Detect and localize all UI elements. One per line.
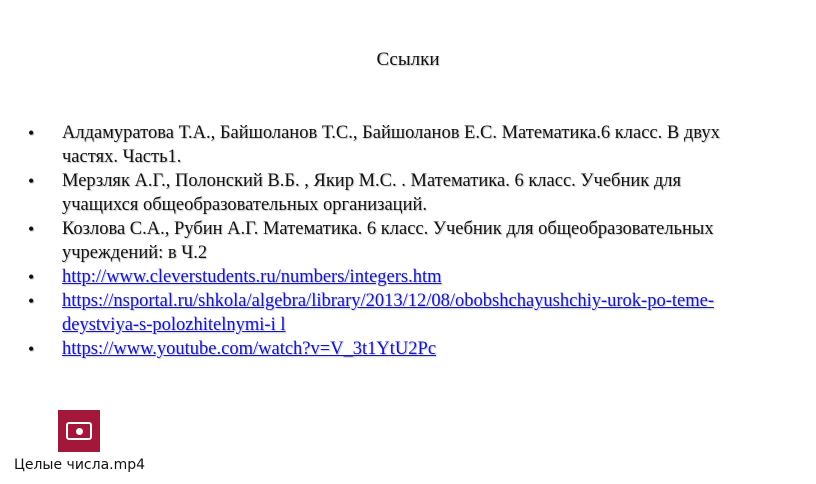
bullet-icon: • xyxy=(28,339,35,359)
reference-text-line: учащихся общеобразовательных организаций. xyxy=(62,195,428,215)
bullet-icon: • xyxy=(28,267,35,287)
reference-item xyxy=(28,217,816,265)
reference-text-line: Козлова С.А., Рубин А.Г. Математика. 6 класс. Учебник для общеобразовательных xyxy=(62,219,714,239)
bullet-icon: • xyxy=(28,123,35,143)
reference-item xyxy=(28,265,816,289)
reference-text-line: частях. Часть1. xyxy=(62,147,182,167)
bullet-icon: • xyxy=(28,171,35,191)
video-file-icon[interactable] xyxy=(58,410,100,452)
reference-list xyxy=(28,121,816,361)
reference-text-line: Мерзляк А.Г., Полонский В.Б. , Якир М.С. . Математика. 6 класс. Учебник для xyxy=(62,171,682,191)
bullet-icon: • xyxy=(28,219,35,239)
reference-item xyxy=(28,289,816,337)
record-dot-icon xyxy=(76,428,83,435)
reference-item xyxy=(28,337,816,361)
reference-item xyxy=(28,121,816,169)
reference-link[interactable]: deystviya-s-polozhitelnymi-i l xyxy=(62,315,286,335)
reference-link[interactable]: https://www.youtube.com/watch?v=V_3t1YtU2Pc xyxy=(62,339,437,359)
reference-item xyxy=(28,169,816,217)
bullet-icon: • xyxy=(28,291,35,311)
video-filename[interactable]: Целые числа.mp4 xyxy=(14,457,146,473)
reference-link[interactable]: https://nsportal.ru/shkola/algebra/library/2013/12/08/obobshchayushchiy-urok-po-teme- xyxy=(62,291,714,311)
reference-link[interactable]: http://www.cleverstudents.ru/numbers/integers.htm xyxy=(62,267,442,287)
reference-text-line: Алдамуратова Т.А., Байшоланов Т.С., Байшоланов Е.С. Математика.6 класс. В двух xyxy=(62,123,720,143)
reference-text-line: учреждений: в Ч.2 xyxy=(62,243,208,263)
video-frame-icon xyxy=(66,422,92,440)
slide-title: Ссылки xyxy=(376,49,440,70)
